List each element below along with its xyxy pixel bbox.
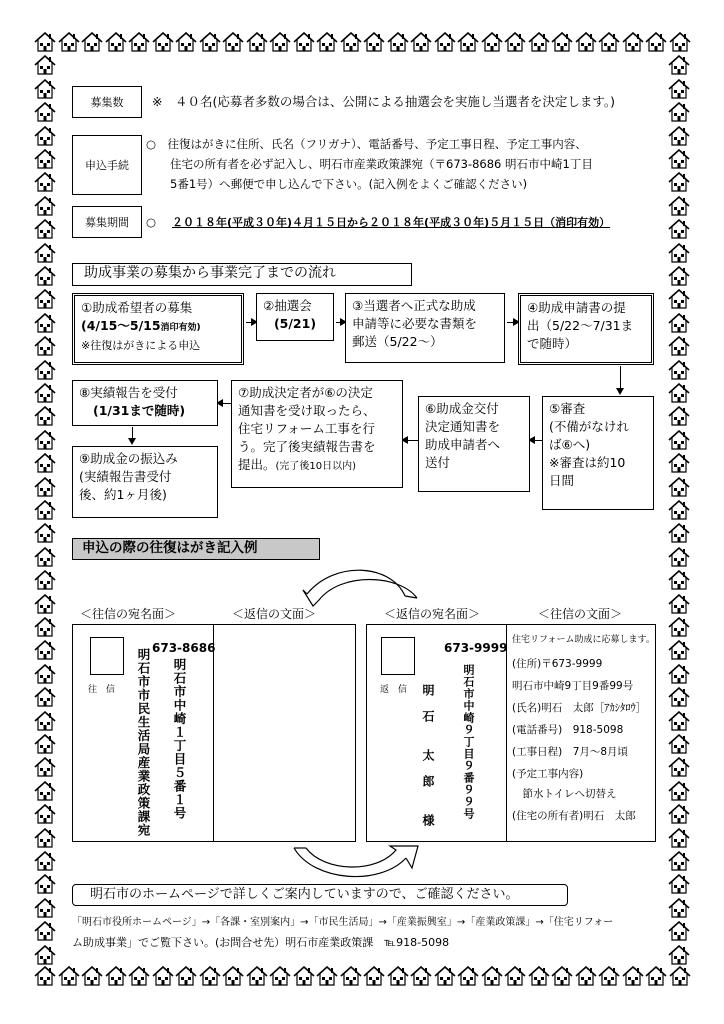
apply-line-1: ○ 往復はがきに住所、氏名（フリガナ）、電話番号、予定工事日程、予定工事内容、 (146, 137, 587, 151)
house-icon (340, 966, 362, 986)
house-icon (598, 966, 620, 986)
house-icon (481, 966, 503, 986)
stamp-outgoing-label: 往 信 (88, 685, 116, 695)
house-icon (668, 640, 690, 660)
flow-step-9 (72, 446, 218, 518)
house-icon (34, 664, 56, 684)
house-icon (34, 102, 56, 122)
arrow-7-8 (218, 403, 231, 404)
step4-line-1: ④助成申請書の提 (527, 300, 626, 315)
house-icon (363, 32, 385, 52)
house-icon (645, 966, 667, 986)
flow-step-8 (72, 380, 218, 426)
curved-arrow-bottom (290, 842, 430, 886)
card4-line-9: (住宅の所有者)明石 太郎 (512, 810, 636, 822)
house-icon (528, 32, 550, 52)
step3-line-2: 申請等に必要な書類を (352, 316, 478, 331)
house-icon (34, 383, 56, 403)
house-icon (199, 966, 221, 986)
house-icon (34, 453, 56, 473)
house-icon (58, 966, 80, 986)
step3-line-3: 郵送（5/22～） (352, 334, 443, 349)
card4-line-5: (電話番号) 918-5098 (512, 724, 624, 736)
stamp-reply-label: 返 信 (380, 685, 408, 695)
step1-title: ①助成希望者の募集 (81, 300, 193, 315)
step8-title: ⑧実績報告を受付 (79, 385, 178, 400)
house-icon (668, 430, 690, 450)
house-icon (668, 874, 690, 894)
house-icon (246, 966, 268, 986)
label-apply: 申込手続 (72, 135, 142, 195)
house-icon (246, 32, 268, 52)
house-icon (269, 966, 291, 986)
house-icon (199, 32, 221, 52)
house-icon (668, 149, 690, 169)
house-icon (575, 32, 597, 52)
house-icon (669, 966, 691, 986)
step5-line-2: (不備がなけれ (549, 419, 629, 434)
step4-line-2: 出（5/22～7/31ま (527, 318, 634, 333)
footer-line-2: ム助成事業」でご覧下さい。(お問合せ先）明石市産業政策課 ℡918-5098 (72, 936, 450, 949)
house-icon (34, 874, 56, 894)
arrow-3-4 (507, 322, 518, 323)
card4-line-8: 節水トイレへ切替え (512, 788, 617, 800)
arrow-8-9 (132, 427, 133, 443)
house-icon (668, 500, 690, 520)
step4-line-3: で随時） (527, 336, 578, 351)
card4-line-3: 明石市中崎9丁目9番99号 (512, 680, 634, 692)
step7-line-2: 通知書を受け取ったら、 (238, 403, 376, 418)
house-icon (34, 219, 56, 239)
house-icon (34, 172, 56, 192)
house-icon (668, 196, 690, 216)
house-icon (668, 781, 690, 801)
step7-last: 提出。 (238, 457, 276, 472)
house-icon (34, 547, 56, 567)
house-icon (575, 966, 597, 986)
house-icon (668, 102, 690, 122)
step6-line-2: 決定通知書を (425, 419, 501, 434)
flow-step-5 (542, 396, 654, 510)
card3-name: 明 石 太 郎 様 (421, 684, 435, 827)
arrow-4-5 (620, 366, 621, 393)
house-icon (34, 360, 56, 380)
house-icon (645, 32, 667, 52)
house-icon (152, 966, 174, 986)
house-icon (128, 32, 150, 52)
house-icon (668, 55, 690, 75)
house-icon (34, 32, 56, 52)
arrow-5-6 (530, 440, 542, 441)
flow-step-3 (345, 293, 505, 363)
step7-line-1: ⑦助成決定者が⑥の決定 (238, 385, 373, 400)
house-icon (668, 851, 690, 871)
step9-line-2: (実績報告書受付 (79, 469, 172, 484)
card4-line-7: (予定工事内容) (512, 768, 584, 780)
step7-line-4: う。完了後実績報告書を (238, 439, 376, 454)
house-icon (668, 289, 690, 309)
house-icon (34, 313, 56, 333)
house-icon (269, 32, 291, 52)
house-icon (622, 32, 644, 52)
curved-arrow-top (295, 560, 435, 608)
flow-step-7 (231, 380, 403, 488)
house-icon (481, 32, 503, 52)
example-title: 申込の際の往復はがき記入例 (82, 540, 258, 556)
card4-line-4: (氏名)明石 太郎［ｱｶｼﾀﾛｳ］ (512, 702, 647, 714)
house-icon (668, 243, 690, 263)
house-icon (668, 804, 690, 824)
house-icon (387, 966, 409, 986)
house-icon (504, 32, 526, 52)
house-icon (551, 966, 573, 986)
house-icon (175, 32, 197, 52)
house-icon (457, 32, 479, 52)
stamp-reply (381, 637, 415, 675)
step8-date: (1/31まで随時) (93, 403, 186, 418)
house-icon (222, 966, 244, 986)
label-period: 募集期間 (72, 206, 142, 238)
house-icon (668, 360, 690, 380)
house-icon (668, 383, 690, 403)
header-reply-address: ＜返信の宛名面＞ (384, 607, 481, 621)
step9-line-1: ⑨助成金の振込み (79, 451, 178, 466)
house-icon (34, 406, 56, 426)
house-icon (434, 966, 456, 986)
house-icon (387, 32, 409, 52)
stamp-outgoing (90, 637, 124, 675)
flow-step-1 (72, 293, 244, 365)
house-icon (34, 711, 56, 731)
apply-line-3: 5番1号）へ郵便で申し込んで下さい。(記入例をよくご確認ください) (170, 177, 528, 191)
house-icon (34, 523, 56, 543)
step1-date-small: 消印有効) (160, 323, 201, 333)
house-icon (668, 313, 690, 333)
house-icon (34, 851, 56, 871)
flow-title: 助成事業の募集から事業完了までの流れ (84, 265, 336, 281)
step7-line-3: 住宅リフォーム工事を行 (238, 421, 375, 436)
house-icon (105, 32, 127, 52)
house-icon (528, 966, 550, 986)
house-icon (34, 945, 56, 965)
step2-date: (5/21) (273, 316, 317, 331)
house-icon (34, 804, 56, 824)
house-icon (668, 898, 690, 918)
house-icon (34, 79, 56, 99)
arrow-2-3 (336, 322, 345, 323)
house-icon (34, 500, 56, 520)
house-icon (598, 32, 620, 52)
house-icon (58, 32, 80, 52)
step1-date: (4/15～5/15 (81, 318, 161, 333)
house-icon (410, 966, 432, 986)
house-icon (668, 126, 690, 146)
house-icon (34, 266, 56, 286)
house-icon (668, 219, 690, 239)
house-icon (34, 594, 56, 614)
house-icon (34, 336, 56, 356)
step1-note: ※往復はがきによる申込 (81, 339, 201, 352)
house-icon (105, 966, 127, 986)
house-icon (668, 617, 690, 637)
house-icon (457, 966, 479, 986)
house-icon (668, 664, 690, 684)
house-icon (34, 149, 56, 169)
step6-line-1: ⑥助成金交付 (425, 401, 499, 416)
flow-step-6 (418, 396, 530, 492)
house-icon (34, 734, 56, 754)
house-icon (34, 687, 56, 707)
flow-step-4 (518, 293, 654, 365)
house-icon (34, 617, 56, 637)
house-icon (668, 945, 690, 965)
header-reply-text: ＜返信の文面＞ (232, 607, 317, 621)
house-icon (34, 196, 56, 216)
house-icon (668, 266, 690, 286)
header-outgoing-address: ＜往信の宛名面＞ (80, 607, 177, 621)
house-icon (622, 966, 644, 986)
step6-line-4: 送付 (425, 455, 451, 470)
card4-line-6: (工事日程) 7月～8月頃 (512, 746, 629, 758)
house-icon (668, 921, 690, 941)
arrow-1-2 (246, 322, 256, 323)
house-icon (363, 966, 385, 986)
step7-last-small: (完了後10日以内) (275, 461, 357, 472)
house-icon (340, 32, 362, 52)
house-icon (128, 966, 150, 986)
house-icon (34, 477, 56, 497)
house-icon (668, 453, 690, 473)
house-icon (316, 966, 338, 986)
house-icon (34, 55, 56, 75)
house-icon (34, 757, 56, 777)
count-text: ※ ４０名(応募者多数の場合は、公開による抽選会を実施し当選者を決定します。) (152, 94, 615, 109)
card1-recipient: 明石市市民生活局産業政策課宛 (136, 648, 151, 837)
house-icon (668, 547, 690, 567)
house-icon (668, 570, 690, 590)
step5-line-4: ※審査は約10 (549, 455, 626, 470)
house-icon (81, 32, 103, 52)
house-icon (434, 32, 456, 52)
house-icon (668, 336, 690, 356)
house-icon (668, 523, 690, 543)
house-icon (668, 711, 690, 731)
step2-title: ②抽選会 (263, 298, 312, 313)
house-icon (293, 966, 315, 986)
footer-banner: 明石市のホームページで詳しくご案内していますので、ご確認ください。 (90, 887, 519, 902)
step5-line-3: ば⑥へ) (549, 437, 591, 452)
house-icon (152, 32, 174, 52)
house-icon (34, 898, 56, 918)
card3-address: 明石市中崎９丁目９番９９号 (462, 664, 475, 820)
house-icon (668, 734, 690, 754)
house-icon (551, 32, 573, 52)
apply-line-2: 住宅の所有者を必ず記入し、明石市産業政策課宛（〒673-8686 明石市中崎1丁目 (170, 157, 593, 171)
label-count: 募集数 (72, 86, 142, 118)
house-icon (316, 32, 338, 52)
house-icon (175, 966, 197, 986)
house-icon (34, 570, 56, 590)
house-icon (34, 289, 56, 309)
house-icon (222, 32, 244, 52)
period-mark: ○ (146, 215, 157, 229)
card1-zip: 673-8686 (152, 641, 216, 655)
card4-line-1: 住宅リフォーム助成に応募します。 (512, 635, 655, 645)
arrow-6-7 (403, 440, 418, 441)
step6-line-3: 助成申請者へ (425, 437, 501, 452)
house-icon (34, 640, 56, 660)
house-icon (668, 477, 690, 497)
house-icon (668, 687, 690, 707)
footer-line-1: 「明石市役所ホームページ」→「各課・室別案内」→「市民生活局」→「産業振興室」→「産業政策課」→「住宅リフォー (72, 917, 614, 928)
house-icon (34, 430, 56, 450)
card3-zip: 673-9999 (444, 641, 508, 655)
house-icon (410, 32, 432, 52)
step3-line-1: ③当選者へ正式な助成 (352, 298, 476, 313)
house-icon (504, 966, 526, 986)
step5-line-1: ⑤審査 (549, 401, 586, 416)
period-text: ２０１８年(平成３０年)４月１５日から２０１８年(平成３０年)５月１５日（消印有効） (172, 216, 611, 229)
flow-step-2 (256, 293, 334, 341)
house-icon (34, 126, 56, 146)
house-icon (34, 781, 56, 801)
house-icon (34, 828, 56, 848)
house-icon (669, 32, 691, 52)
house-icon (34, 921, 56, 941)
house-icon (34, 243, 56, 263)
house-icon (668, 594, 690, 614)
house-icon (293, 32, 315, 52)
step9-line-3: 後、約1ヶ月後) (79, 487, 167, 502)
card1-address: 明石市中崎１丁目５番１号 (172, 658, 187, 820)
house-icon (34, 966, 56, 986)
house-icon (81, 966, 103, 986)
step5-line-5: 日間 (549, 473, 575, 488)
house-icon (668, 79, 690, 99)
house-icon (668, 406, 690, 426)
house-icon (668, 757, 690, 777)
card4-line-2: (住所)〒673-9999 (512, 658, 603, 670)
house-icon (668, 172, 690, 192)
house-icon (668, 828, 690, 848)
header-outgoing-text: ＜往信の文面＞ (538, 607, 623, 621)
